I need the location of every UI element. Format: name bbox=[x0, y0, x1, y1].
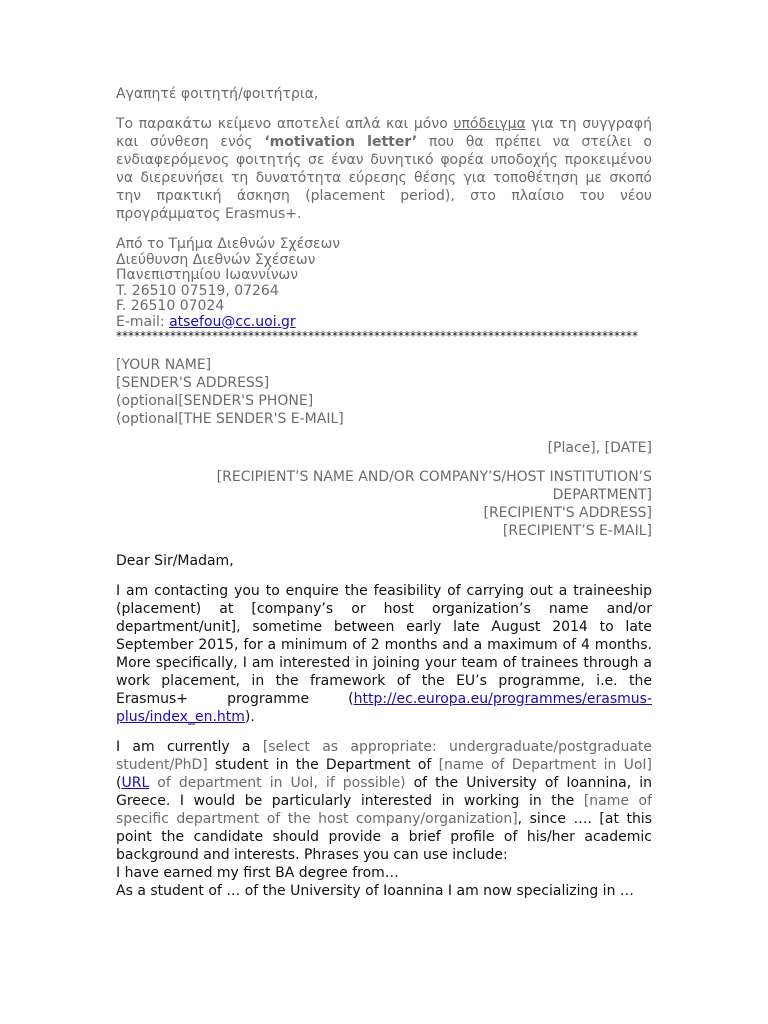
contact-email-line bbox=[116, 315, 652, 331]
motivation-letter-term: ‘motivation letter’ bbox=[264, 134, 418, 150]
intro-text-3: που θα πρέπει να στείλει ο ενδιαφερόμενος φοιτητής σε έναν δυνητικό φορέα υποδοχής προκειμένου να διερευνήσει τη δυνατότητα εύρεσης θέσης για τοποθέτηση με σκοπό την πρακτική άσκηση (placement period), στο πλαίσιο του νέου προγράμματος Erasmus+. bbox=[116, 134, 652, 222]
erasmus-link[interactable]: http://ec.europa.eu/programmes/erasmus-plus/index_en.htm bbox=[116, 691, 652, 725]
contact-university: Πανεπιστημίου Ιωαννίνων bbox=[116, 267, 299, 283]
para2-h: of the University of Ioannina, in Greece. I would be particularly interested in working in the bbox=[116, 775, 652, 809]
phrase-2: As a student of … of the University of Ioannina I am now specializing in … bbox=[116, 883, 634, 899]
paragraph-2 bbox=[116, 738, 652, 864]
sender-email: (optional[THE SENDER'S E-MAIL] bbox=[116, 411, 344, 427]
recipient-address: [RECIPIENT'S ADDRESS] bbox=[483, 505, 652, 521]
place-date: [Place], [DATE] bbox=[547, 440, 652, 456]
para2-e: ( bbox=[116, 775, 122, 791]
para2-j: , since …. bbox=[517, 811, 600, 827]
sender-address: [SENDER'S ADDRESS] bbox=[116, 375, 270, 391]
para2-a: I am currently a bbox=[116, 739, 263, 755]
para2-g: of department in UoI, if possible) bbox=[149, 775, 406, 791]
sender-name: [YOUR NAME] bbox=[116, 357, 212, 373]
recipient-email: [RECIPIENT’S E-MAIL] bbox=[502, 523, 652, 539]
contact-phone: T. 26510 07519, 07264 bbox=[116, 282, 279, 299]
url-link[interactable]: URL bbox=[121, 775, 150, 791]
contact-fax: F. 26510 07024 bbox=[116, 298, 225, 314]
recipient-name: [RECIPIENT’S NAME AND/OR COMPANY’S/HOST INSTITUTION’S DEPARTMENT] bbox=[216, 469, 652, 503]
contact-directorate: Διεύθυνση Διεθνών Σχέσεων bbox=[116, 251, 316, 268]
paragraph-1 bbox=[116, 582, 652, 726]
para1-end: ). bbox=[244, 709, 255, 725]
letter-body bbox=[116, 85, 652, 900]
intro-text-2: για τη συγγραφή και σύνθεση ενός bbox=[116, 116, 652, 150]
para2-dept: [name of Department in UoI] bbox=[438, 757, 653, 773]
para2-host-dept: [name of specific department of the host company/organization] bbox=[116, 793, 653, 827]
para2-k: [at this point the candidate should provide a brief profile of his/her academic background and interests. Phrases you can use include: bbox=[116, 811, 652, 863]
greek-greeting: Αγαπητέ φοιτητή/φοιτήτρια, bbox=[116, 86, 319, 102]
contact-block bbox=[116, 237, 652, 330]
template-word: υπόδειγμα bbox=[453, 116, 526, 132]
para2-c: student in the Department of bbox=[207, 757, 439, 773]
para1-text: I am contacting you to enquire the feasibility of carrying out a traineeship (placement) at [company’s or host organization’s name and/or department/unit], sometime between early late August 2014 to late September 2015, for a minimum of 2 months and a maximum of 4 months. More specifically, I am interested in joining your team of trainees through a work placement, in the framework of the EU’s programme, i.e. the Erasmus+ programme ( bbox=[116, 583, 652, 707]
salutation: Dear Sir/Madam, bbox=[116, 553, 234, 569]
sender-block bbox=[116, 356, 652, 428]
contact-email-link[interactable]: atsefou@cc.uoi.gr bbox=[169, 313, 296, 330]
email-label: E-mail: bbox=[116, 313, 170, 330]
sender-phone: (optional[SENDER'S PHONE] bbox=[116, 393, 314, 409]
separator-stars: *************************************************************************************** bbox=[116, 329, 638, 343]
greek-intro bbox=[116, 115, 652, 223]
recipient-block bbox=[116, 468, 652, 540]
intro-text-1: Το παρακάτω κείμενο αποτελεί απλά και μόνο bbox=[116, 116, 454, 132]
phrase-1: I have earned my first BA degree from… bbox=[116, 865, 399, 881]
contact-dept: Από το Τμήμα Διεθνών Σχέσεων bbox=[116, 236, 341, 252]
para2-select: [select as appropriate: undergraduate/postgraduate student/PhD] bbox=[116, 739, 652, 773]
